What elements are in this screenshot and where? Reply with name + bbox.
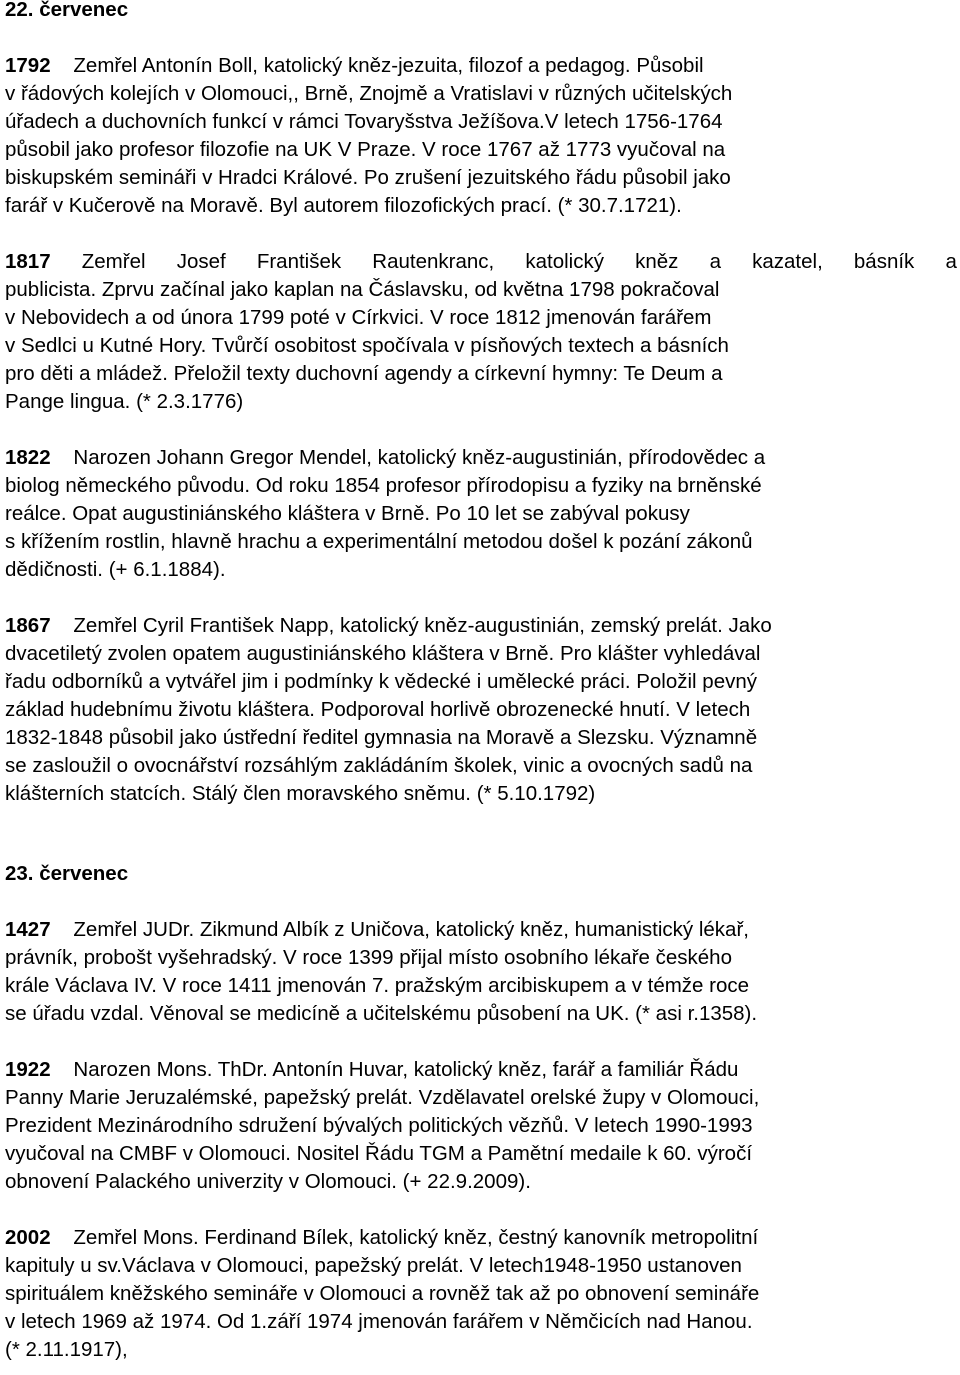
entry-line: kapituly u sv.Václava v Olomouci, papežský prelát. V letech1948-1950 ustanoven (5, 1254, 742, 1277)
entry-line: v Nebovidech a od února 1799 poté v Církvici. V roce 1812 jmenován farářem (5, 306, 712, 329)
entry-line: působil jako profesor filozofie na UK V Praze. V roce 1767 až 1773 vyučoval na (5, 138, 726, 161)
entry-line (5, 916, 957, 944)
day-heading-23: 23. červenec (5, 862, 129, 885)
entry-line (5, 612, 957, 640)
spacer (5, 1028, 957, 1056)
entry-year: 1427 (5, 918, 51, 941)
entry-word: kněz (635, 250, 679, 273)
entry-text: Zemřel Antonín Boll, katolický kněz-jezuita, filozof a pedagog. Působil (73, 54, 704, 77)
entry-text: Zemřel Mons. Ferdinand Bílek, katolický kněz, čestný kanovník metropolitní (73, 1226, 759, 1249)
entry-text: Narozen Johann Gregor Mendel, katolický kněz-augustinián, přírodovědec a (73, 446, 766, 469)
entry-line: dědičnosti. (+ 6.1.1884). (5, 558, 226, 581)
spacer (5, 808, 957, 860)
entry-line: farář v Kučerově na Moravě. Byl autorem filozofických prací. (* 30.7.1721). (5, 194, 682, 217)
document-page (5, 0, 957, 1364)
entry-line: (* 2.11.1917), (5, 1338, 128, 1361)
entry-line (5, 248, 957, 276)
entry-line: klášterních statcích. Stálý člen moravského sněmu. (* 5.10.1792) (5, 782, 596, 805)
spacer (5, 24, 957, 52)
entry-line: řadu odborníků a vytvářel jim i podmínky k vědecké i umělecké práci. Položil pevný (5, 670, 758, 693)
entry-year: 1822 (5, 446, 51, 469)
entry-word: František (256, 250, 342, 273)
entry-word: a (709, 250, 721, 273)
entry-line: 1832-1848 působil jako ústřední ředitel gymnasia na Moravě a Slezsku. Významně (5, 726, 758, 749)
entry-1867 (5, 612, 957, 808)
entry-line: spirituálem kněžského semináře v Olomouci a rovněž tak až po obnovení semináře (5, 1282, 760, 1305)
entry-text: Zemřel Cyril František Napp, katolický kněz-augustinián, zemský prelát. Jako (73, 614, 772, 637)
spacer (5, 584, 957, 612)
entry-line: Panny Marie Jeruzalémské, papežský prelát. Vzdělavatel orelské župy v Olomouci, (5, 1086, 760, 1109)
entry-year: 1817 (5, 250, 51, 273)
entry-2002 (5, 1224, 957, 1364)
entry-line: v řádových kolejích v Olomouci,, Brně, Znojmě a Vratislavi v různých učitelských (5, 82, 733, 105)
entry-year: 1792 (5, 54, 51, 77)
entry-line: v letech 1969 až 1974. Od 1.září 1974 jmenován farářem v Němčicích nad Hanou. (5, 1310, 753, 1333)
entry-line: se zasloužil o ovocnářství rozsáhlým zakládáním školek, vinic a ovocných sadů na (5, 754, 753, 777)
day-heading-22: 22. červenec (5, 0, 129, 21)
entry-line (5, 444, 957, 472)
entry-line: Pange lingua. (* 2.3.1776) (5, 390, 244, 413)
entry-line: publicista. Zprvu začínal jako kaplan na Čáslavsku, od května 1798 pokračoval (5, 278, 720, 301)
spacer (5, 1196, 957, 1224)
entry-line: úřadech a duchovních funkcí v rámci Tovaryšstva Ježíšova.V letech 1756-1764 (5, 110, 723, 133)
entry-line: obnovení Palackého univerzity v Olomouci. (+ 22.9.2009). (5, 1170, 531, 1193)
entry-line: reálce. Opat augustiniánského kláštera v Brně. Po 10 let se zabýval pokusy (5, 502, 690, 525)
entry-line: biolog německého původu. Od roku 1854 profesor přírodopisu a fyziky na brněnské (5, 474, 762, 497)
spacer (5, 888, 957, 916)
entry-word: Josef (176, 250, 226, 273)
entry-line: krále Václava IV. V roce 1411 jmenován 7. pražským arcibiskupem a v témže roce (5, 974, 750, 997)
entry-word: Zemřel (81, 250, 146, 273)
entry-word: a (945, 250, 957, 273)
entry-1792 (5, 52, 957, 220)
entry-line: biskupském semináři v Hradci Králové. Po zrušení jezuitského řádu působil jako (5, 166, 731, 189)
entry-line: v Sedlci u Kutné Hory. Tvůrčí osobitost spočívala v písňových textech a básních (5, 334, 729, 357)
entry-line: právník, probošt vyšehradský. V roce 1399 přijal místo osobního lékaře českého (5, 946, 732, 969)
spacer (5, 416, 957, 444)
entry-line (5, 1224, 957, 1252)
entry-word: katolický (525, 250, 604, 273)
entry-line (5, 1056, 957, 1084)
entry-word: básník (853, 250, 915, 273)
entry-line: vyučoval na CMBF v Olomouci. Nositel Řádu TGM a Pamětní medaile k 60. výročí (5, 1142, 753, 1165)
entry-text: Narozen Mons. ThDr. Antonín Huvar, katolický kněz, farář a familiár Řádu (73, 1058, 739, 1081)
entry-word: kazatel, (752, 250, 823, 273)
entry-line (5, 52, 957, 80)
entry-line: Prezident Mezinárodního sdružení bývalých politických vězňů. V letech 1990-1993 (5, 1114, 753, 1137)
entry-line: s křížením rostlin, hlavně hrachu a experimentální metodou došel k pozání zákonů (5, 530, 753, 553)
spacer (5, 220, 957, 248)
entry-1427 (5, 916, 957, 1028)
entry-year: 2002 (5, 1226, 51, 1249)
entry-year: 1867 (5, 614, 51, 637)
entry-1817 (5, 248, 957, 416)
entry-word: Rautenkranc, (372, 250, 495, 273)
entry-line: dvacetiletý zvolen opatem augustiniánského kláštera v Brně. Pro klášter vyhledával (5, 642, 761, 665)
entry-line: základ hudebnímu životu kláštera. Podporoval horlivě obrozenecké hnutí. V letech (5, 698, 751, 721)
entry-text: Zemřel JUDr. Zikmund Albík z Uničova, katolický kněz, humanistický lékař, (73, 918, 749, 941)
entry-line: se úřadu vzdal. Věnoval se medicíně a učitelskému působení na UK. (* asi r.1358). (5, 1002, 758, 1025)
entry-1822 (5, 444, 957, 584)
entry-year: 1922 (5, 1058, 51, 1081)
entry-line: pro děti a mládež. Přeložil texty duchovní agendy a církevní hymny: Te Deum a (5, 362, 723, 385)
entry-1922 (5, 1056, 957, 1196)
